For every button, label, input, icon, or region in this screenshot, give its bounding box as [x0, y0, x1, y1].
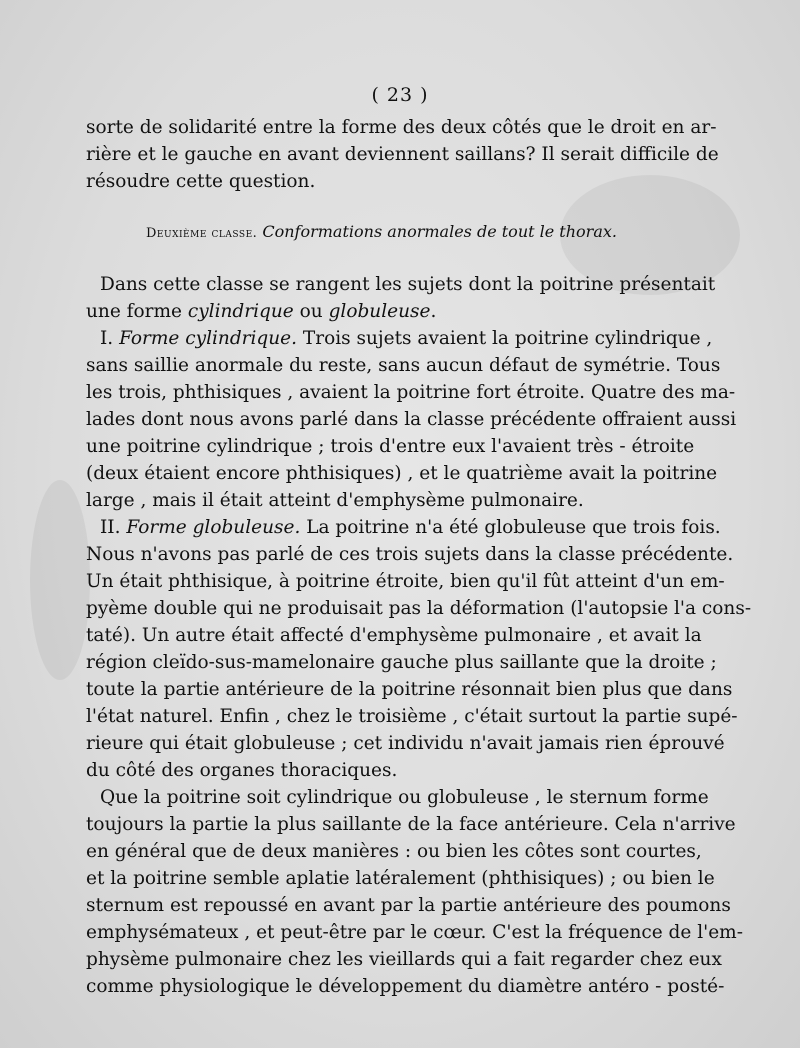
- italic-term: globuleuse: [328, 301, 431, 322]
- text-line: taté). Un autre était affecté d'emphysème pulmonaire , et avait la: [86, 625, 702, 646]
- text-run: Trois sujets avaient la poitrine cylindrique ,: [297, 328, 713, 349]
- text-line: Nous n'avons pas parlé de ces trois sujets dans la classe précédente.: [86, 544, 734, 565]
- text-line: région cleïdo-sus-mamelonaire gauche plus saillante que la droite ;: [86, 652, 717, 673]
- section-line: [86, 514, 721, 541]
- text-line: sans saillie anormale du reste, sans aucun défaut de symétrie. Tous: [86, 355, 721, 376]
- section-number: II.: [100, 517, 127, 538]
- text-line: sternum est repoussé en avant par la partie antérieure des poumons: [86, 895, 731, 916]
- text-line: rieure qui était globuleuse ; cet individu n'avait jamais rien éprouvé: [86, 733, 725, 754]
- text-line: Dans cette classe se rangent les sujets dont la poitrine présentait: [100, 274, 716, 295]
- text-line: résoudre cette question.: [86, 171, 316, 192]
- text-line: l'état naturel. Enfin , chez le troisième , c'était surtout la partie supé-: [86, 706, 738, 727]
- text-line: une poitrine cylindrique ; trois d'entre eux l'avaient très - étroite: [86, 436, 695, 457]
- text-line: Que la poitrine soit cylindrique ou globuleuse , le sternum forme: [100, 787, 709, 808]
- text-line: toute la partie antérieure de la poitrine résonnait bien plus que dans: [86, 679, 733, 700]
- paper-stain: [30, 480, 90, 680]
- section-number: I.: [100, 328, 120, 349]
- text-line: [86, 298, 678, 325]
- text-line: sorte de solidarité entre la forme des deux côtés que le droit en ar-: [86, 117, 717, 138]
- text-line: du côté des organes thoraciques.: [86, 760, 398, 781]
- text-run: La poitrine n'a été globuleuse que trois fois.: [300, 517, 721, 538]
- text-line: physème pulmonaire chez les vieillards qui a fait regarder chez eux: [86, 949, 722, 970]
- text-run: une forme: [86, 301, 188, 322]
- page-number: ( 23 ): [371, 84, 429, 106]
- section-heading: [86, 217, 678, 247]
- text-line: les trois, phthisiques , avaient la poitrine fort étroite. Quatre des ma-: [86, 382, 736, 403]
- class-label: Deuxième classe.: [146, 226, 258, 241]
- section-line: [86, 325, 713, 352]
- section-title: Forme globuleuse.: [126, 517, 301, 538]
- text-line: en général que de deux manières : ou bien les côtes sont courtes,: [86, 841, 702, 862]
- text-line: pyème double qui ne produisait pas la déformation (l'autopsie l'a cons-: [86, 598, 752, 619]
- text-line: et la poitrine semble aplatie latéralement (phthisiques) ; ou bien le: [86, 868, 715, 889]
- text-line: large , mais il était atteint d'emphysème pulmonaire.: [86, 490, 584, 511]
- text-line: rière et le gauche en avant deviennent saillans? Il serait difficile de: [86, 144, 719, 165]
- section-title: Forme cylindrique.: [119, 328, 298, 349]
- italic-term: cylindrique: [187, 301, 294, 322]
- text-line: emphysémateux , et peut-être par le cœur. C'est la fréquence de l'em-: [86, 922, 743, 943]
- text-run: .: [430, 301, 437, 322]
- text-line: toujours la partie la plus saillante de la face antérieure. Cela n'arrive: [86, 814, 736, 835]
- body-text: [86, 114, 752, 1000]
- text-line: lades dont nous avons parlé dans la classe précédente offraient aussi: [86, 409, 737, 430]
- text-line: Un était phthisique, à poitrine étroite, bien qu'il fût atteint d'un em-: [86, 571, 725, 592]
- text-line: (deux étaient encore phthisiques) , et le quatrième avait la poitrine: [86, 463, 718, 484]
- text-line: comme physiologique le développement du diamètre antéro - posté-: [86, 976, 725, 997]
- text-run: ou: [293, 301, 329, 322]
- heading-title: Conformations anormales de tout le thorax.: [262, 222, 617, 241]
